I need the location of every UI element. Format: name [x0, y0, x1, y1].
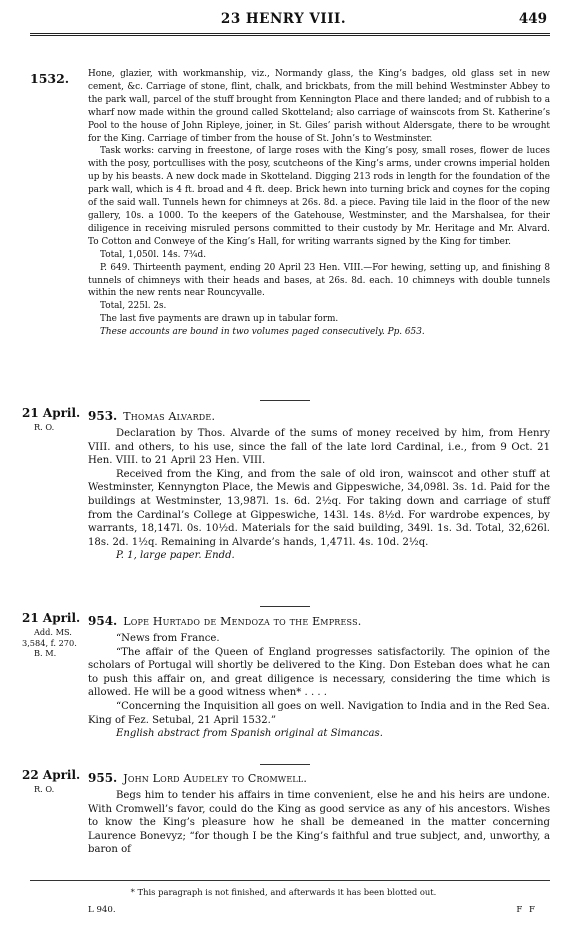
entry-physical-note: English abstract from Spanish original at Simancas.: [116, 728, 383, 740]
account-paragraph: Hone, glazier, with workmanship, viz., Normandy glass, the King’s badges, old glass set in new cement, &c. Carriage of stone, flint, chalk, and brickbats, from the mill behind Westminster Abbey to the park wall, parcel of the stuff brought from Kennington Place and there landed; and of rubbish to a wharf now made within the ground called Skotteland; also carriage of wainscots from St. Katherine’s Pool to the house of John Ripleye, joiner, in St. Giles’ parish without Aldersgate, there to be wrought for the King. Carriage of timber from the house of St. John’s to Westminster.: [88, 69, 550, 144]
page-number: 449: [518, 11, 547, 27]
entry-paragraph: “The affair of the Queen of England progresses satisfactorily. The opinion of the scholars of Portugal will shortly be delivered to the King. Don Esteban does what he can to push this affair on, and great diligence is necessary, considering the time which is allowed. He will be a good witness when* . . . .: [88, 646, 550, 699]
footnote: * This paragraph is not finished, and afterwards it has been blotted out.: [130, 887, 437, 897]
section-separator: [260, 764, 310, 765]
entry-date: 21 April.: [22, 611, 81, 625]
entry-953-heading: [88, 409, 550, 423]
entry-date: 21 April.: [22, 406, 81, 420]
account-total: Total, 225l. 2s.: [100, 301, 167, 312]
entry-955-margin: [22, 770, 84, 795]
entry-source-repository: B. M.: [34, 648, 57, 658]
entry-954-margin: [22, 613, 84, 659]
entry-physical-note: P. 1, large paper. Endd.: [116, 550, 235, 562]
entry-number: 953.: [88, 409, 118, 423]
task-works-paragraph: Task works: carving in freestone, of large roses with the King’s posy, small roses, flower de luces with the posy, portcullises with the posy, scutcheons of the King’s arms, under crowns imperial holden up by his beasts. A new dock made in Skotteland. Digging 213 rods in length for the foundation of the park wall, which is 4 ft. broad and 4 ft. deep. Brick hewn into turning brick and coynes for the coping of the said wall. Tunnels hewn for chimneys at 26s. 8d. a piece. Paving tile laid in the floor of the new gallery, 10s. a 1000. To the keepers of the Gatehouse, Westminster, and the Marshalsea, for their diligence in receiving misruled persons committed to their custody by Mr. Heritage and Mr. Alvard. To Cotton and Conweye of the King’s Hall, for writing warrants signed by the King for timber.: [88, 146, 550, 247]
thirteenth-payment-paragraph: P. 649. Thirteenth payment, ending 20 April 23 Hen. VIII.—For hewing, setting up, and finishing 8 tunnels of chimneys with their heads and bases, at 26s. 8d. each. 10 chimneys with double tunnels within the new rents near Rouncyvalle.: [88, 262, 550, 299]
header-rule: [30, 33, 550, 34]
entry-953-margin: [22, 408, 84, 433]
entry-953-body: [88, 427, 550, 563]
account-note-italic: These accounts are bound in two volumes paged consecutively. Pp. 653.: [100, 327, 425, 338]
entry-paragraph: Received from the King, and from the sale of old iron, wainscot and other stuff at Westminster, Kennyngton Place, the Mewis and Gippeswiche, 34,098l. 3s. 1d. Paid for the buildings at Westminster, 13,987l. 1s. 6d. 2½q. For taking down and carriage of stuff from the Cardinal’s College at Gippeswiche, 143l. 14s. 8½d. For wardrobe expences, by warrants, 18,147l. 0s. 10½d. Materials for the said building, 349l. 1s. 3d. Total, 32,626l. 18s. 2d. 1½q. Remaining in Alvarde’s hands, 1,471l. 4s. 10d. 2½q.: [88, 468, 550, 548]
entry-source-folio: 3,584, f. 270.: [22, 637, 77, 648]
entry-955-body: [88, 789, 550, 857]
entry-source: R. O.: [34, 422, 55, 432]
entry-date: 22 April.: [22, 768, 81, 782]
entry-number: 954.: [88, 614, 118, 628]
entry-954-body: [88, 632, 550, 741]
entry-source: R. O.: [34, 784, 55, 794]
entry-paragraph: Declaration by Thos. Alvarde of the sums of money received by him, from Henry VIII. and others, to his use, since the fall of the late lord Cardinal, i.e., from 9 Oct. 21 Hen. VIII. to 21 April 23 Hen. VIII.: [88, 428, 550, 467]
account-note: The last five payments are drawn up in tabular form.: [100, 314, 339, 325]
entry-number: 955.: [88, 771, 118, 785]
header-rule-double: [30, 35, 550, 36]
entry-paragraph: “News from France.: [116, 633, 220, 644]
continued-account: [88, 68, 550, 339]
footnote-rule: [30, 880, 550, 881]
entry-title: John Lord Audeley to Cromwell.: [123, 772, 308, 785]
signature-mark-left: L 940.: [88, 905, 116, 915]
entry-source: Add. MS.: [34, 627, 72, 637]
margin-year: 1532.: [30, 71, 70, 86]
entry-title: Lope Hurtado de Mendoza to the Empress.: [123, 615, 362, 628]
running-header: [0, 9, 567, 31]
account-total: Total, 1,050l. 14s. 7¾d.: [100, 249, 207, 260]
entry-title: Thomas Alvarde.: [123, 410, 216, 423]
entry-paragraph: Begs him to tender his affairs in time convenient, else he and his heirs are undone. With Cromwell’s favor, could do the King as good service as any of his ancestors. Wishes to know the King’s pleasure how he shall be demeaned in the matter concerning Laurence Bonevyz; “for though I be the King’s faithful and true subject, and, unworthy, a baron of: [88, 790, 550, 856]
entry-paragraph: “Concerning the Inquisition all goes on well. Navigation to India and in the Red Sea. King of Fez. Setubal, 21 April 1532.”: [88, 700, 550, 726]
entry-954-heading: [88, 614, 550, 628]
header-title: 23 HENRY VIII.: [220, 11, 347, 27]
section-separator: [260, 606, 310, 607]
entry-955-heading: [88, 771, 550, 785]
signature-mark-right: F F: [516, 905, 537, 915]
section-separator: [260, 400, 310, 401]
